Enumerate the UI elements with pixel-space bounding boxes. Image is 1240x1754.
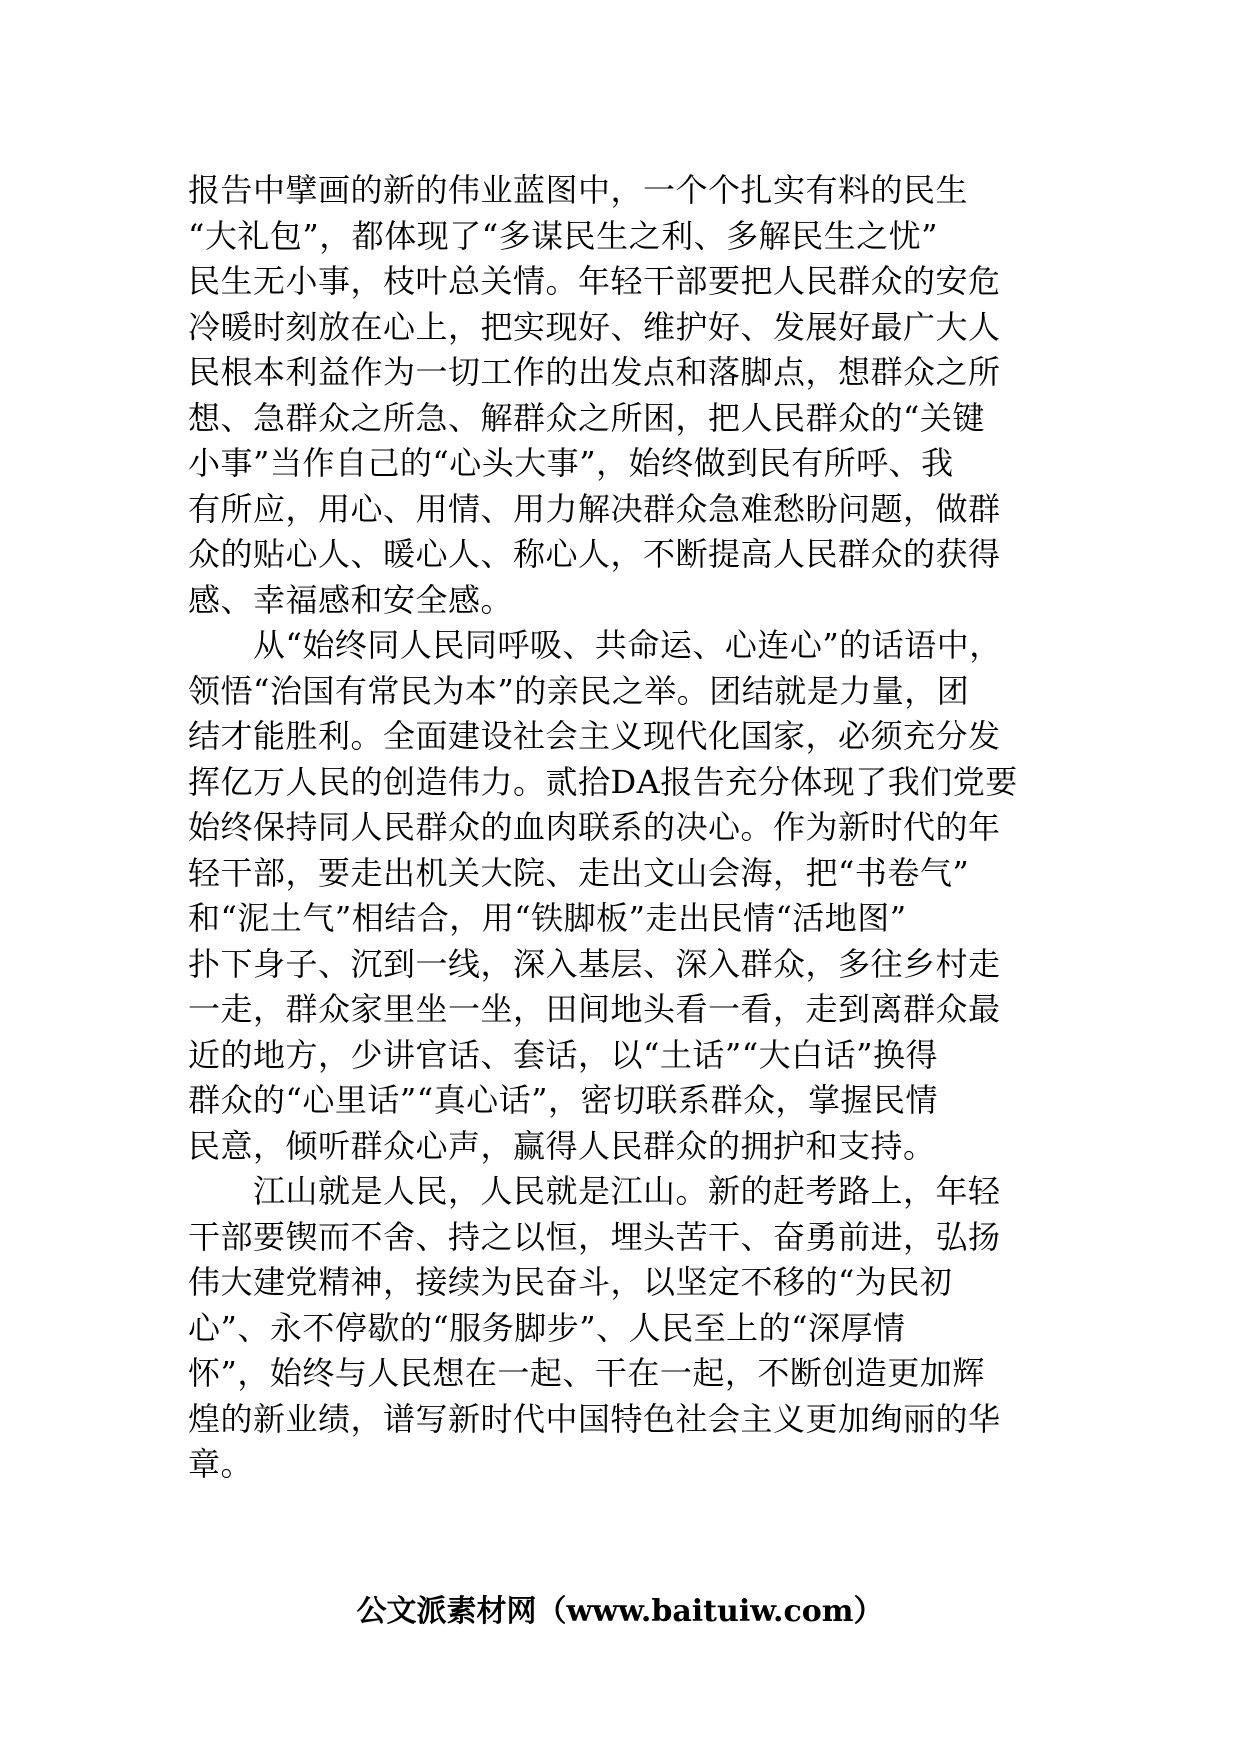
text-line: 有所应，用心、用情、用力解决群众急难愁盼问题，做群	[188, 489, 1001, 528]
text-line: 挥亿万人民的创造伟力。贰拾DA报告充分体现了我们党要	[188, 762, 1018, 801]
text-line: 始终保持同人民群众的血肉联系的决心。作为新时代的年	[188, 808, 1001, 846]
text-line: 轻干部，要走出机关大院、走出文山会海，把“书卷气”	[188, 853, 970, 892]
footer-watermark: 公文派素材网（www.baituiw.com）	[356, 1594, 884, 1629]
document-body	[188, 168, 1056, 1488]
text-line: 章。	[188, 1445, 254, 1483]
text-line: 怀”，始终与人民想在一起、干在一起，不断创造更加辉	[188, 1354, 985, 1392]
text-line: 和“泥土气”相结合，用“铁脚板”走出民情“活地图”	[188, 899, 907, 937]
text-line: 民根本利益作为一切工作的出发点和落脚点，想群众之所	[188, 353, 1001, 391]
text-line: 干部要锲而不舍、持之以恒，埋头苦干、奋勇前进，弘扬	[188, 1217, 1001, 1256]
text-line: “大礼包”，都体现了“多谋民生之利、多解民生之忧”	[188, 216, 938, 255]
text-line: 心”、永不停歇的“服务脚步”、人民至上的“深厚情	[188, 1308, 906, 1347]
text-line: 从“始终同人民同呼吸、共命运、心连心”的话语中，	[188, 626, 1002, 664]
text-line: 江山就是人民，人民就是江山。新的赶考路上，年轻	[188, 1172, 1001, 1210]
text-line: 近的地方，少讲官话、套话，以“土话”“大白话”换得	[188, 1035, 938, 1074]
text-line: 领悟“治国有常民为本”的亲民之举。团结就是力量，团	[188, 671, 970, 710]
text-line: 民意，倾听群众心声，赢得人民群众的拥护和支持。	[188, 1126, 936, 1165]
text-line: 报告中擘画的新的伟业蓝图中，一个个扎实有料的民生	[188, 171, 969, 209]
text-line: 民生无小事，枝叶总关情。年轻干部要把人民群众的安危	[188, 262, 1001, 300]
text-line: 感、幸福感和安全感。	[188, 580, 514, 619]
text-line: 煌的新业绩，谱写新时代中国特色社会主义更加绚丽的华	[188, 1399, 1001, 1438]
text-line: 想、急群众之所急、解群众之所困，把人民群众的“关键	[188, 398, 985, 437]
text-line: 冷暖时刻放在心上，把实现好、维护好、发展好最广大人	[188, 307, 1001, 346]
text-line: 群众的“心里话”“真心话”，密切联系群众，掌握民情	[188, 1081, 938, 1119]
text-line: 小事”当作自己的“心头大事”，始终做到民有所呼、我	[188, 444, 954, 482]
text-line: 扑下身子、沉到一线，深入基层、深入群众，多往乡村走	[188, 944, 1001, 983]
text-line: 众的贴心人、暖心人、称心人，不断提高人民群众的获得	[188, 535, 1001, 573]
text-line: 一走，群众家里坐一坐，田间地头看一看，走到离群众最	[188, 990, 1001, 1028]
text-line: 结才能胜利。全面建设社会主义现代化国家，必须充分发	[188, 717, 1001, 755]
text-line: 伟大建党精神，接续为民奋斗，以坚定不移的“为民初	[188, 1263, 953, 1301]
